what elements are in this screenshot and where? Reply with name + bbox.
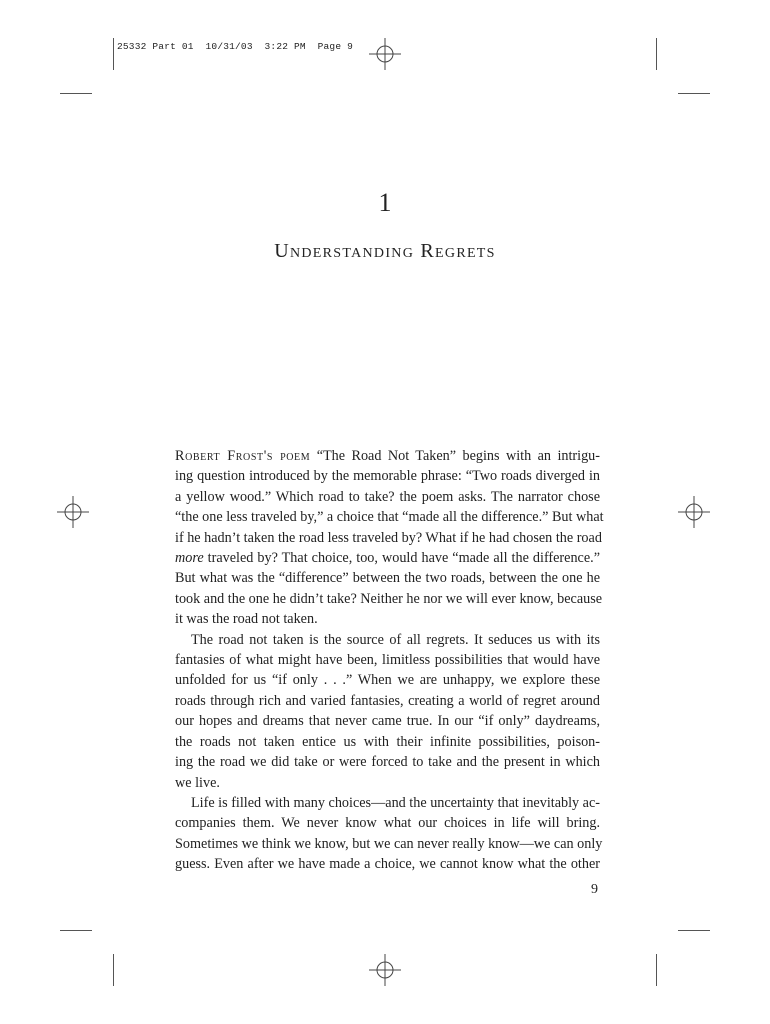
text-line-18: Life is filled with many choices—and the uncertainty that inevitably ac- bbox=[191, 794, 600, 811]
text-line-14: our hopes and dreams that never came true. In our “if only” daydreams, bbox=[175, 713, 600, 730]
text-line-11: fantasies of what might have been, limitless possibilities that would have bbox=[175, 652, 600, 669]
italic-word: more bbox=[175, 550, 204, 567]
chapter-title: Understanding Regrets bbox=[274, 240, 496, 262]
crop-mark-top-right-vertical bbox=[656, 38, 657, 70]
printer-slug: 25332 Part 01 10/31/03 3:22 PM Page 9 bbox=[117, 41, 354, 52]
text-line-5: if he hadn’t taken the road less traveled by? What if he had chosen the road bbox=[175, 529, 602, 546]
crop-mark-top-right-horizontal bbox=[678, 93, 710, 94]
text-line-16: ing the road we did take or were forced to take and the present in which bbox=[175, 754, 600, 771]
text-line-17: we live. bbox=[175, 774, 220, 791]
crop-mark-top-left-horizontal bbox=[60, 93, 92, 94]
crop-mark-top-left-vertical bbox=[113, 38, 114, 70]
text-line-6: more traveled by? That choice, too, would have “made all the difference.” bbox=[175, 550, 600, 567]
registration-mark-bottom-icon bbox=[368, 953, 402, 987]
text-line-2: ing question introduced by the memorable phrase: “Two roads diverged in bbox=[175, 468, 600, 485]
crop-mark-bottom-left-horizontal bbox=[60, 930, 92, 931]
crop-mark-bottom-right-vertical bbox=[656, 954, 657, 986]
registration-mark-left-icon bbox=[56, 495, 90, 529]
page-number: 9 bbox=[591, 882, 598, 897]
text-line-20: Sometimes we think we know, but we can never really know—we can only bbox=[175, 835, 603, 852]
chapter-number: 1 bbox=[378, 188, 392, 217]
text-line-4: “the one less traveled by,” a choice that “made all the difference.” But what bbox=[175, 509, 604, 526]
lead-in-smallcaps: Robert Frost's poem bbox=[175, 448, 311, 464]
text-line-9: it was the road not taken. bbox=[175, 611, 318, 628]
registration-mark-top-icon bbox=[368, 37, 402, 71]
text-line-1: Robert Frost's poem “The Road Not Taken” begins with an intrigu- bbox=[175, 448, 600, 464]
text-line-19: companies them. We never know what our choices in life will bring. bbox=[175, 815, 600, 832]
crop-mark-bottom-left-vertical bbox=[113, 954, 114, 986]
text-line-10: The road not taken is the source of all regrets. It seduces us with its bbox=[191, 631, 600, 648]
text-line-12: unfolded for us “if only . . .” When we are unhappy, we explore these bbox=[175, 672, 600, 689]
text-line-3: a yellow wood.” Which road to take? the poem asks. The narrator chose bbox=[175, 488, 600, 505]
crop-mark-bottom-right-horizontal bbox=[678, 930, 710, 931]
text-line-15: the roads not taken entice us with their infinite possibilities, poison- bbox=[175, 733, 600, 750]
body-text bbox=[175, 446, 604, 875]
text-line-21: guess. Even after we have made a choice, we cannot know what the other bbox=[175, 856, 600, 873]
text-line-8: took and the one he didn’t take? Neither he nor we will ever know, because bbox=[175, 590, 603, 607]
text-line-7: But what was the “difference” between the two roads, between the one he bbox=[175, 570, 600, 587]
text-line-13: roads through rich and varied fantasies, creating a world of regret around bbox=[175, 692, 600, 709]
registration-mark-right-icon bbox=[677, 495, 711, 529]
